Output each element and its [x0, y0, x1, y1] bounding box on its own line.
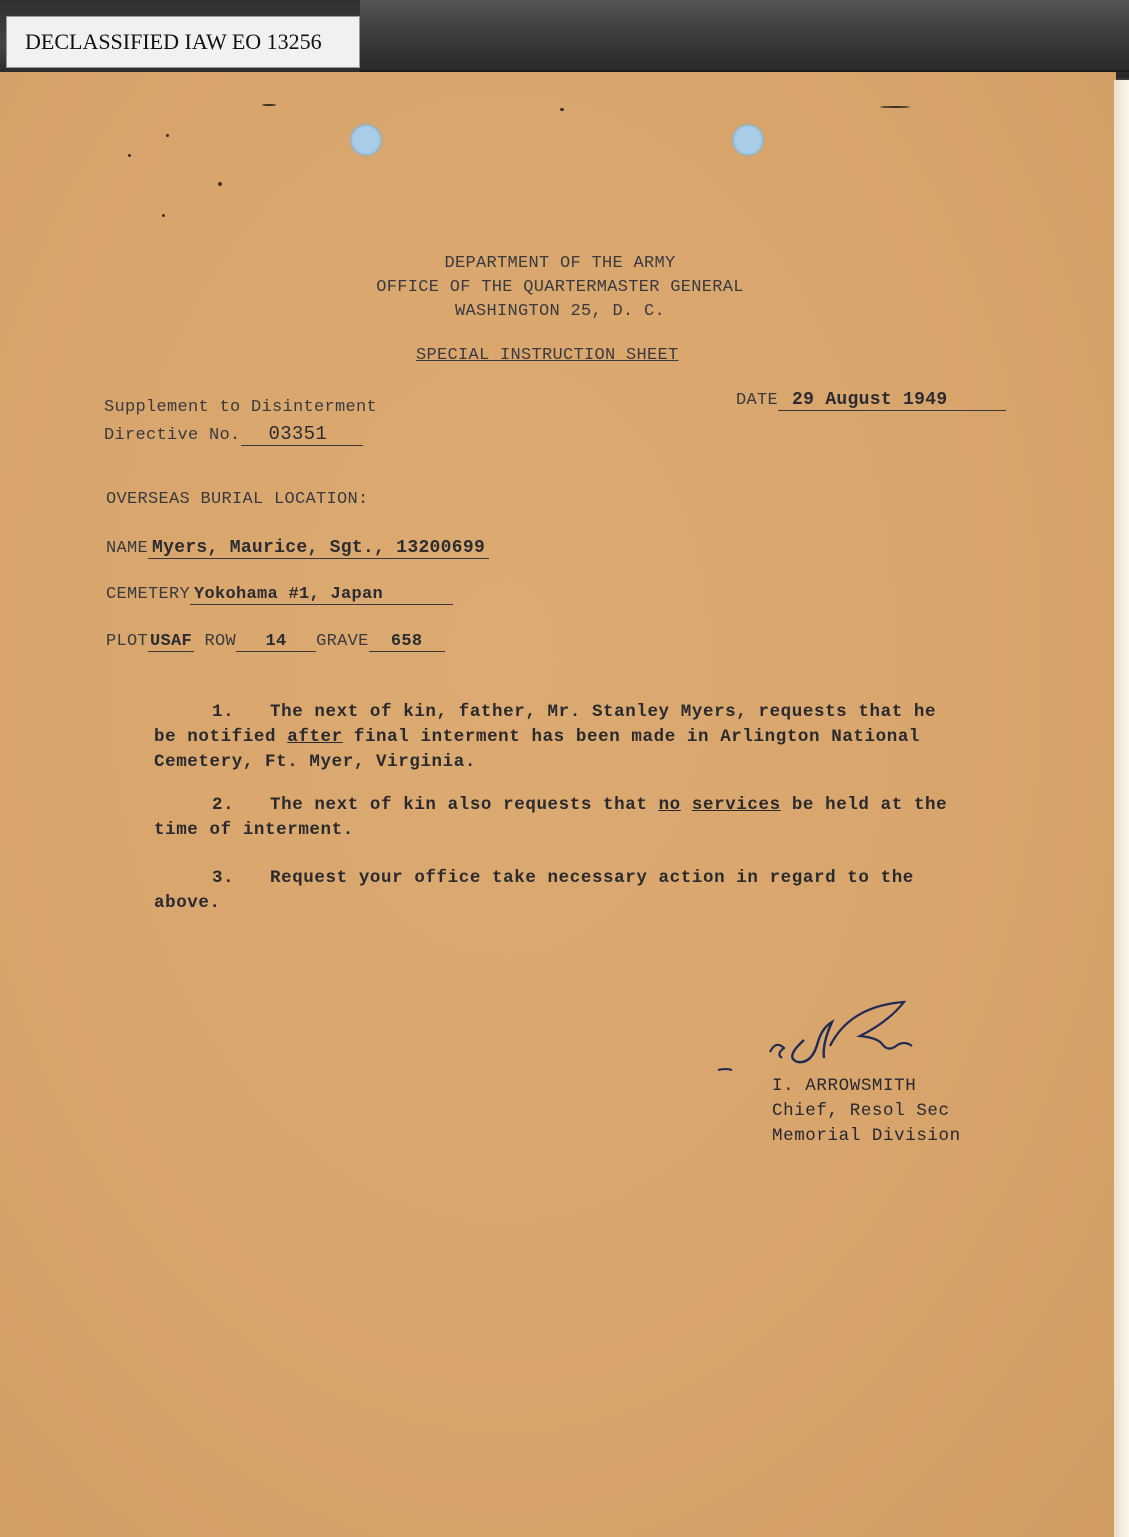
name-line — [106, 538, 489, 559]
overseas-label: OVERSEAS BURIAL LOCATION: — [106, 490, 369, 509]
date-label: DATE — [736, 391, 779, 410]
paragraph-2: 2. The next of kin also requests that no services be held at the time of interment. — [154, 795, 948, 840]
punch-hole-left — [350, 124, 382, 156]
signer-division: Memorial Division — [772, 1126, 961, 1146]
name-value: Myers, Maurice, Sgt., 13200699 — [148, 538, 489, 559]
paper-speck — [162, 214, 165, 217]
directive-number: 03351 — [241, 423, 363, 446]
header-department: DEPARTMENT OF THE ARMY — [444, 254, 676, 273]
directive-line — [104, 423, 363, 446]
handwritten-signature — [712, 1000, 932, 1080]
signer-title: Chief, Resol Sec — [772, 1101, 950, 1121]
declassified-stamp: DECLASSIFIED IAW EO 13256 — [6, 16, 360, 68]
supplement-label: Supplement to Disinterment — [104, 398, 378, 417]
grave-value: 658 — [369, 632, 445, 652]
cemetery-value: Yokohama #1, Japan — [190, 585, 453, 605]
paragraph-number: 3. — [212, 868, 235, 888]
paper-speck — [262, 104, 276, 106]
paper-speck — [218, 182, 222, 186]
cemetery-line — [106, 585, 453, 605]
cemetery-label: CEMETERY — [106, 585, 191, 604]
signer-name: I. ARROWSMITH — [772, 1076, 917, 1096]
row-value: 14 — [236, 632, 316, 652]
plot-line — [106, 632, 445, 652]
header-city: WASHINGTON 25, D. C. — [454, 302, 666, 321]
date-value: 29 August 1949 — [778, 390, 1006, 411]
paper-speck — [166, 134, 169, 137]
paragraph-number: 1. — [212, 702, 235, 722]
page-edge — [1114, 80, 1129, 1537]
grave-label: GRAVE — [316, 632, 369, 651]
paragraph-1: 1. The next of kin, father, Mr. Stanley Myers, requests that he be notified after final interment has been made in Arlington National Cemetery, Ft. Myer, Virginia. — [154, 702, 937, 772]
plot-value: USAF — [150, 632, 193, 651]
paragraph-number: 2. — [212, 795, 235, 815]
plot-label: PLOT — [106, 632, 149, 651]
signature-block — [772, 1074, 961, 1149]
row-label: ROW — [204, 632, 237, 651]
header-office: OFFICE OF THE QUARTERMASTER GENERAL — [376, 278, 744, 297]
clipboard-clip — [360, 0, 1129, 72]
sheet-title: SPECIAL INSTRUCTION SHEET — [416, 346, 679, 365]
name-label: NAME — [106, 539, 149, 558]
directive-label: Directive No. — [104, 426, 241, 445]
paragraph-3: 3. Request your office take necessary action in regard to the above. — [154, 868, 914, 913]
date-line — [736, 390, 1006, 411]
paper-speck — [128, 154, 131, 157]
punch-hole-right — [732, 124, 764, 156]
paper-speck — [880, 106, 910, 108]
paper-speck — [560, 108, 564, 111]
